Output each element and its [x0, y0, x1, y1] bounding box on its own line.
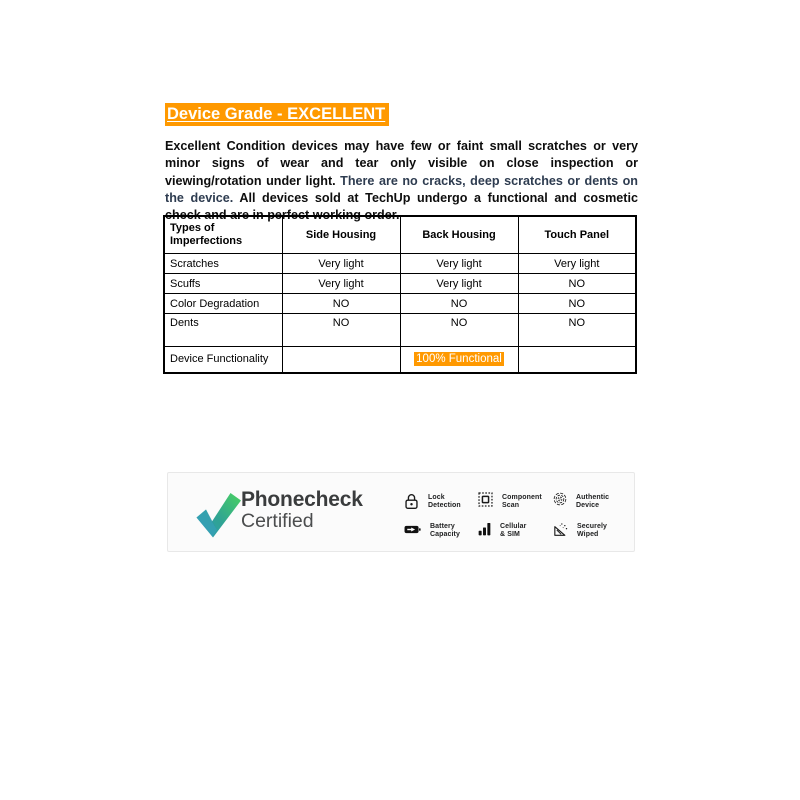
table-row	[164, 254, 636, 274]
table-cell	[518, 347, 636, 373]
table-cell: NO	[282, 294, 400, 314]
feature-component-scan	[478, 492, 553, 514]
table-row	[164, 274, 636, 294]
feature-cellular-sim	[478, 521, 553, 543]
table-cell: NO	[400, 314, 518, 347]
feature-label: Authentic Device	[576, 494, 610, 509]
table-cell: Very light	[400, 274, 518, 294]
description-part2: There are no cracks, deep scratches or dents on the device.	[165, 173, 638, 205]
imperfections-table	[163, 215, 637, 374]
page-title: Device Grade - EXCELLENT	[165, 103, 389, 126]
lock-icon	[404, 492, 419, 511]
row-label: Scratches	[164, 254, 282, 274]
wipe-icon	[553, 521, 568, 537]
table-row	[164, 294, 636, 314]
feature-authentic-device	[553, 492, 631, 514]
feature-label: Lock Detection	[428, 494, 461, 509]
table-row	[164, 314, 636, 347]
functional-highlight: 100% Functional	[416, 353, 502, 366]
signal-bars-icon	[478, 521, 491, 536]
feature-lock-detection	[404, 492, 478, 514]
table-cell: NO	[282, 314, 400, 347]
battery-icon	[404, 524, 421, 535]
table-header-row	[164, 216, 636, 254]
component-scan-icon	[478, 492, 493, 507]
phonecheck-certified-card	[167, 472, 635, 552]
header-side-housing: Side Housing	[282, 216, 400, 254]
table-row-device-functionality	[164, 347, 636, 373]
feature-label: Securely Wiped	[577, 523, 607, 538]
phonecheck-certified-label: Certified	[241, 510, 314, 532]
table-cell: NO	[518, 274, 636, 294]
table-cell: Very light	[518, 254, 636, 274]
description-paragraph	[165, 138, 638, 224]
description-part3: All devices sold at TechUp undergo a functional and cosmetic check and are in perfect working order.	[165, 190, 638, 223]
feature-battery-capacity	[404, 521, 478, 543]
phonecheck-brand-name: Phonecheck	[241, 488, 363, 511]
table-cell: NO	[400, 294, 518, 314]
table-cell: NO	[518, 294, 636, 314]
table-cell: NO	[518, 314, 636, 347]
fingerprint-icon	[553, 492, 567, 506]
table-cell: Very light	[400, 254, 518, 274]
feature-label: Cellular & SIM	[500, 523, 527, 538]
header-touch-panel: Touch Panel	[518, 216, 636, 254]
row-label: Dents	[164, 314, 282, 347]
phonecheck-features-grid	[404, 492, 631, 543]
table-cell: Very light	[282, 274, 400, 294]
phonecheck-brand-block	[241, 488, 363, 532]
header-types-of-imperfections: Types of Imperfections	[164, 216, 282, 254]
row-label: Color Degradation	[164, 294, 282, 314]
row-label: Scuffs	[164, 274, 282, 294]
table-cell	[282, 347, 400, 373]
feature-securely-wiped	[553, 521, 631, 543]
table-cell: Very light	[282, 254, 400, 274]
feature-label: Battery Capacity	[430, 523, 460, 538]
header-back-housing: Back Housing	[400, 216, 518, 254]
table-cell-functional	[400, 347, 518, 373]
phonecheck-checkmark-icon	[189, 490, 243, 540]
feature-label: Component Scan	[502, 494, 542, 509]
description-part1: Excellent Condition devices may have few or faint small scratches or very minor signs of wear and tear only visible on close inspection or viewing/rotation under light.	[165, 139, 638, 188]
row-label: Device Functionality	[164, 347, 282, 373]
